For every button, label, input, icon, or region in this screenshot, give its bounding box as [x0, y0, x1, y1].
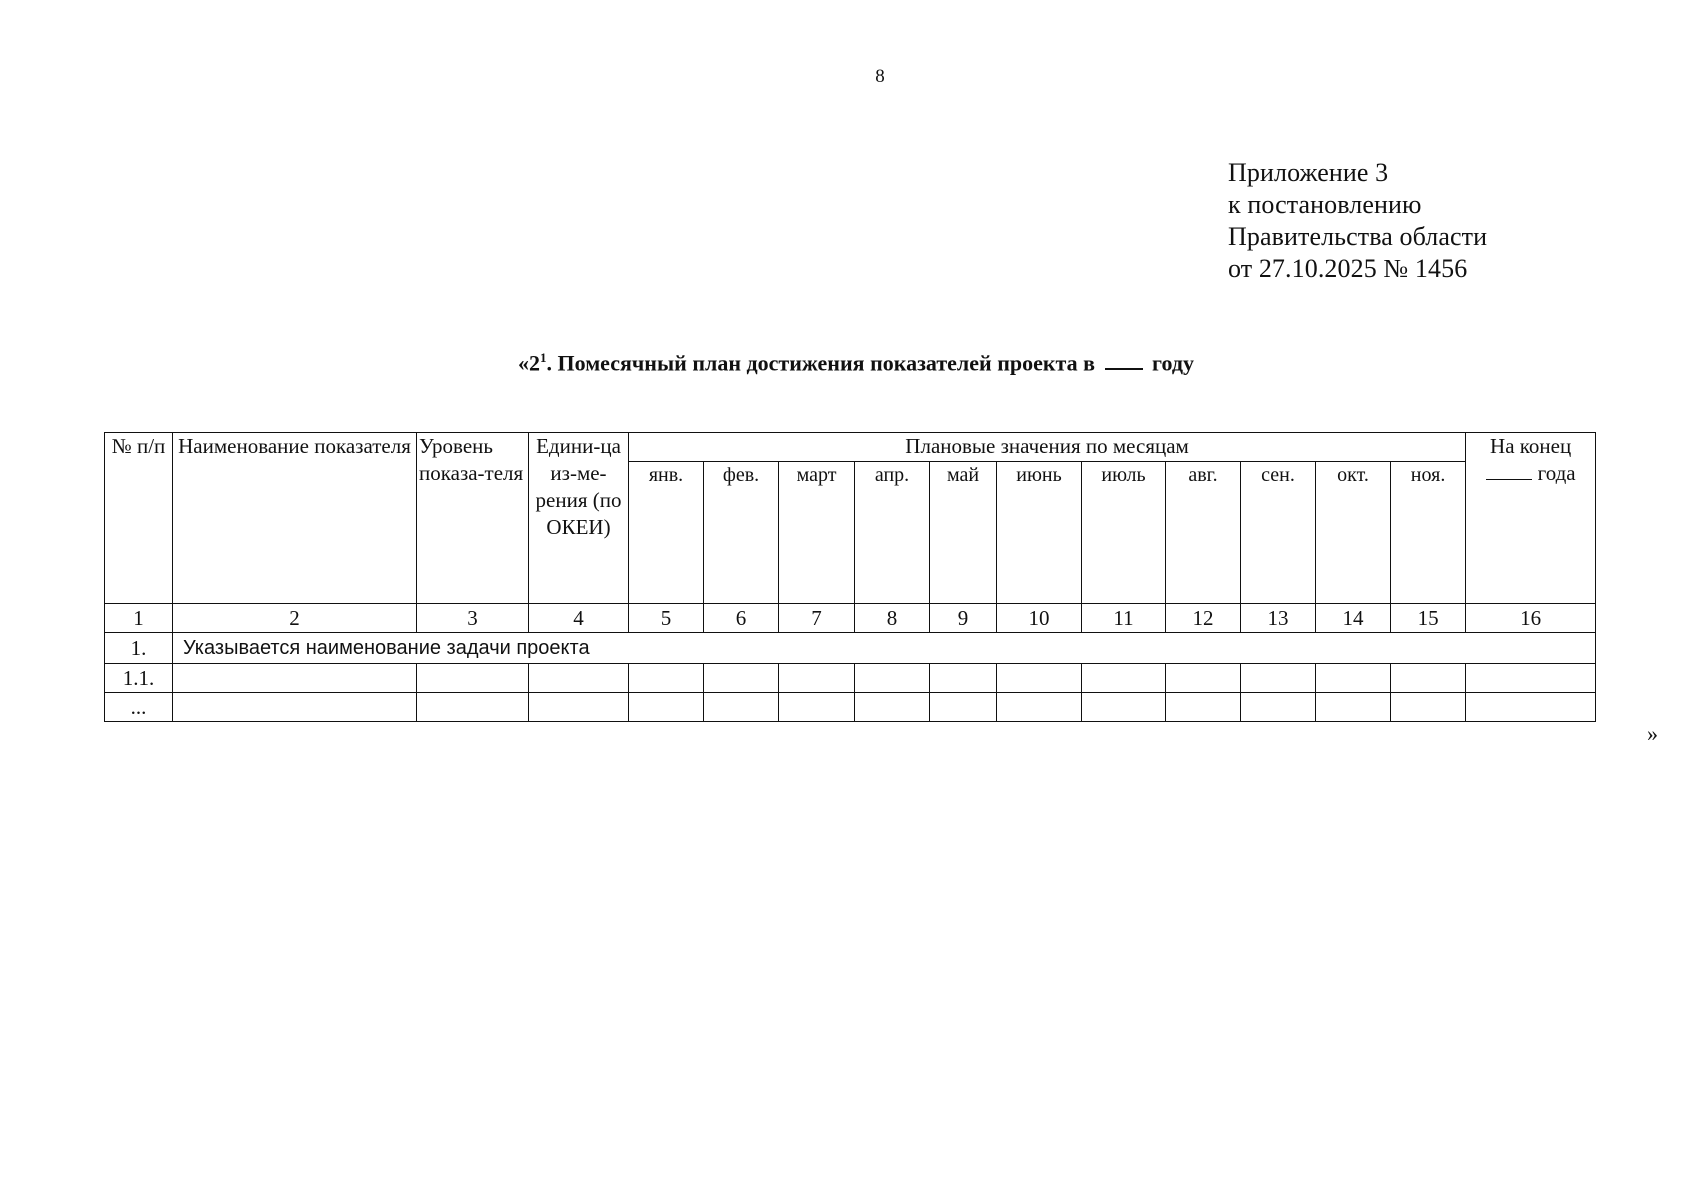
row-number: ...	[105, 693, 173, 722]
page-number: 8	[875, 66, 885, 87]
appendix-line-2: к постановлению	[1228, 190, 1422, 219]
end-of-year-prefix: На конец	[1490, 434, 1572, 458]
table-cell	[529, 664, 629, 693]
end-of-year-suffix: года	[1537, 461, 1576, 485]
month-header: ноя.	[1391, 462, 1466, 604]
table-cell	[855, 664, 930, 693]
column-number: 11	[1082, 604, 1166, 633]
appendix-line-1: Приложение 3	[1228, 158, 1389, 187]
column-number: 15	[1391, 604, 1466, 633]
table-cell	[704, 664, 779, 693]
header-level: Уровень показа-теля	[417, 433, 529, 604]
column-number: 6	[704, 604, 779, 633]
table-cell	[1466, 664, 1596, 693]
column-number-row	[105, 604, 1596, 633]
table-cell	[1082, 693, 1166, 722]
column-number: 13	[1241, 604, 1316, 633]
table-cell	[417, 693, 529, 722]
header-row-1	[105, 433, 1596, 462]
header-planned-values: Плановые значения по месяцам	[629, 433, 1466, 462]
table-row	[105, 664, 1596, 693]
document-title	[518, 350, 1194, 376]
table-cell	[1391, 664, 1466, 693]
row-number: 1.1.	[105, 664, 173, 693]
header-end-of-year	[1466, 433, 1596, 604]
column-number: 7	[779, 604, 855, 633]
table-cell	[855, 693, 930, 722]
column-number: 4	[529, 604, 629, 633]
table-cell	[629, 664, 704, 693]
task-row-text: Указывается наименование задачи проекта	[173, 633, 1596, 664]
appendix-line-3: Правительства области	[1228, 222, 1488, 251]
table-cell	[1316, 693, 1391, 722]
table-cell	[173, 693, 417, 722]
month-header: июнь	[997, 462, 1082, 604]
table-cell	[930, 693, 997, 722]
month-header: март	[779, 462, 855, 604]
column-number: 8	[855, 604, 930, 633]
column-number: 3	[417, 604, 529, 633]
column-number: 5	[629, 604, 704, 633]
month-header: авг.	[1166, 462, 1241, 604]
monthly-plan-table	[104, 432, 1596, 722]
table-cell	[1241, 693, 1316, 722]
table-cell	[1082, 664, 1166, 693]
header-num: № п/п	[105, 433, 173, 604]
table-cell	[1466, 693, 1596, 722]
table-cell	[997, 664, 1082, 693]
end-of-year-blank	[1486, 465, 1532, 480]
column-number: 16	[1466, 604, 1596, 633]
table-cell	[629, 693, 704, 722]
table-cell	[529, 693, 629, 722]
column-number: 1	[105, 604, 173, 633]
title-text: . Помесячный план достижения показателей проекта в	[546, 350, 1096, 376]
month-header: окт.	[1316, 462, 1391, 604]
month-header: июль	[1082, 462, 1166, 604]
task-row	[105, 633, 1596, 664]
table-cell	[1391, 693, 1466, 722]
appendix-block	[1228, 157, 1487, 285]
column-number: 10	[997, 604, 1082, 633]
column-number: 9	[930, 604, 997, 633]
month-header: янв.	[629, 462, 704, 604]
column-number: 14	[1316, 604, 1391, 633]
title-suffix: году	[1152, 350, 1194, 376]
header-unit: Едини-ца из-ме-рения (по ОКЕИ)	[529, 433, 629, 604]
table-cell	[1241, 664, 1316, 693]
header-indicator-name: Наименование показателя	[173, 433, 417, 604]
table-cell	[930, 664, 997, 693]
month-header: май	[930, 462, 997, 604]
task-row-number: 1.	[105, 633, 173, 664]
column-number: 12	[1166, 604, 1241, 633]
title-superscript: 1	[540, 350, 547, 365]
column-number: 2	[173, 604, 417, 633]
table-row	[105, 693, 1596, 722]
table-cell	[1166, 664, 1241, 693]
month-header: сен.	[1241, 462, 1316, 604]
table-cell	[417, 664, 529, 693]
year-blank-line	[1105, 352, 1143, 370]
table-cell	[1316, 664, 1391, 693]
table-cell	[173, 664, 417, 693]
closing-quote: »	[1647, 721, 1658, 746]
title-prefix: «2	[518, 350, 540, 376]
appendix-line-4: от 27.10.2025 № 1456	[1228, 254, 1468, 283]
table-cell	[779, 664, 855, 693]
table-cell	[997, 693, 1082, 722]
table-cell	[704, 693, 779, 722]
month-header: апр.	[855, 462, 930, 604]
table-cell	[1166, 693, 1241, 722]
table-cell	[779, 693, 855, 722]
month-header: фев.	[704, 462, 779, 604]
